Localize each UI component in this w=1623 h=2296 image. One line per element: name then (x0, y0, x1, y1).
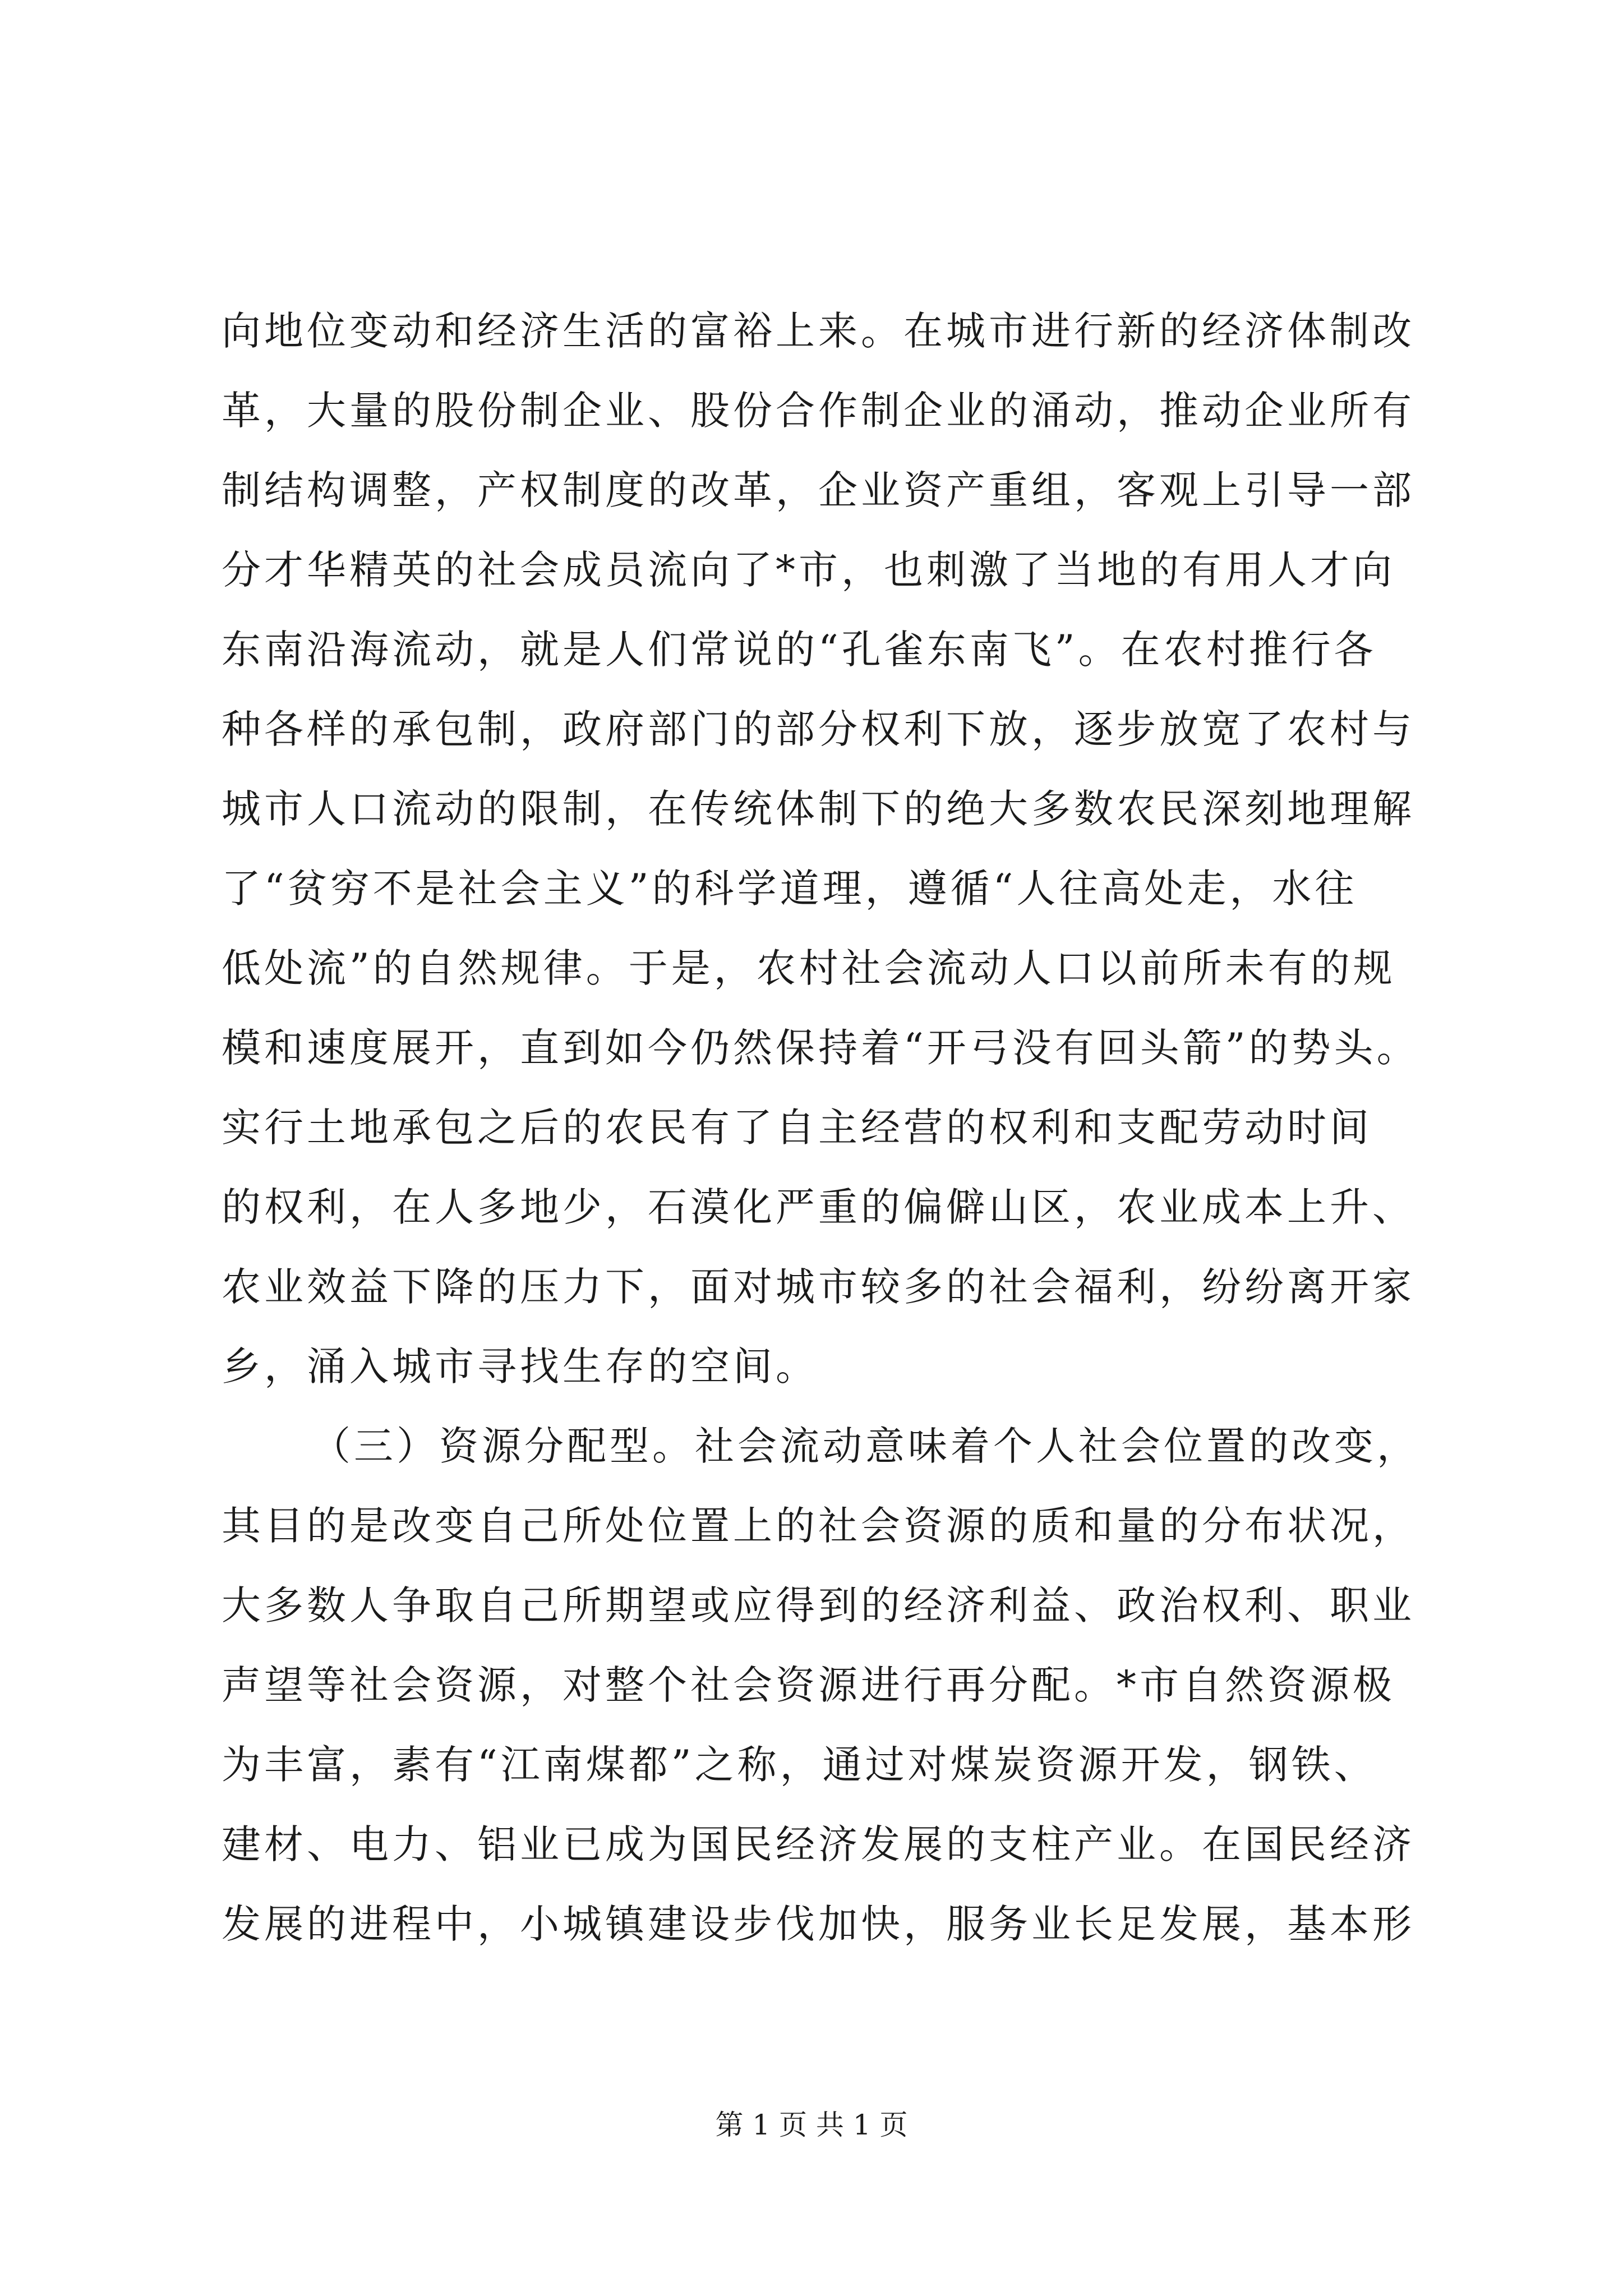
body-text-line: 发展的进程中，小城镇建设步伐加快，服务业长足发展，基本形 (222, 1901, 1415, 1947)
body-text-line: 建材、电力、铝业已成为国民经济发展的支柱产业。在国民经济 (222, 1821, 1415, 1867)
body-text-line: 制结构调整，产权制度的改革，企业资产重组，客观上引导一部 (222, 467, 1415, 513)
body-text-line: 乡，涌入城市寻找生存的空间。 (222, 1343, 818, 1389)
body-text-line: 革，大量的股份制企业、股份合作制企业的涌动，推动企业所有 (222, 388, 1415, 434)
body-text-line: 模和速度展开，直到如今仍然保持着“开弓没有回头箭”的势头。 (222, 1025, 1419, 1071)
body-text-line: 向地位变动和经济生活的富裕上来。在城市进行新的经济体制改 (222, 308, 1415, 354)
section-heading-line: （三）资源分配型。社会流动意味着个人社会位置的改变， (311, 1423, 1419, 1469)
body-text-line: 低处流”的自然规律。于是，农村社会流动人口以前所未有的规 (222, 945, 1396, 991)
body-text-line: 大多数人争取自己所期望或应得到的经济利益、政治权利、职业 (222, 1582, 1415, 1628)
body-text-line: 其目的是改变自己所处位置上的社会资源的质和量的分布状况， (222, 1503, 1415, 1549)
body-text-line: 东南沿海流动，就是人们常说的“孔雀东南飞”。在农村推行各 (222, 627, 1377, 673)
page-footer: 第 1 页 共 1 页 (715, 2109, 908, 2141)
body-text-line: 种各样的承包制，政府部门的部分权利下放，逐步放宽了农村与 (222, 706, 1415, 752)
body-text-line: 分才华精英的社会成员流向了*市，也刺激了当地的有用人才向 (222, 547, 1395, 593)
body-text-line: 城市人口流动的限制，在传统体制下的绝大多数农民深刻地理解 (222, 786, 1415, 832)
body-text-line: 了“贫穷不是社会主义”的科学道理，遵循“人往高处走，水往 (222, 866, 1358, 912)
body-text-line: 的权利，在人多地少，石漠化严重的偏僻山区，农业成本上升、 (222, 1184, 1415, 1230)
body-text-line: 为丰富，素有“江南煤都”之称，通过对煤炭资源开发，钢铁、 (222, 1742, 1377, 1788)
body-text-line: 农业效益下降的压力下，面对城市较多的社会福利，纷纷离开家 (222, 1264, 1415, 1310)
body-text-line: 实行土地承包之后的农民有了自主经营的权利和支配劳动时间 (222, 1105, 1372, 1151)
body-text-line: 声望等社会资源，对整个社会资源进行再分配。*市自然资源极 (222, 1662, 1395, 1708)
